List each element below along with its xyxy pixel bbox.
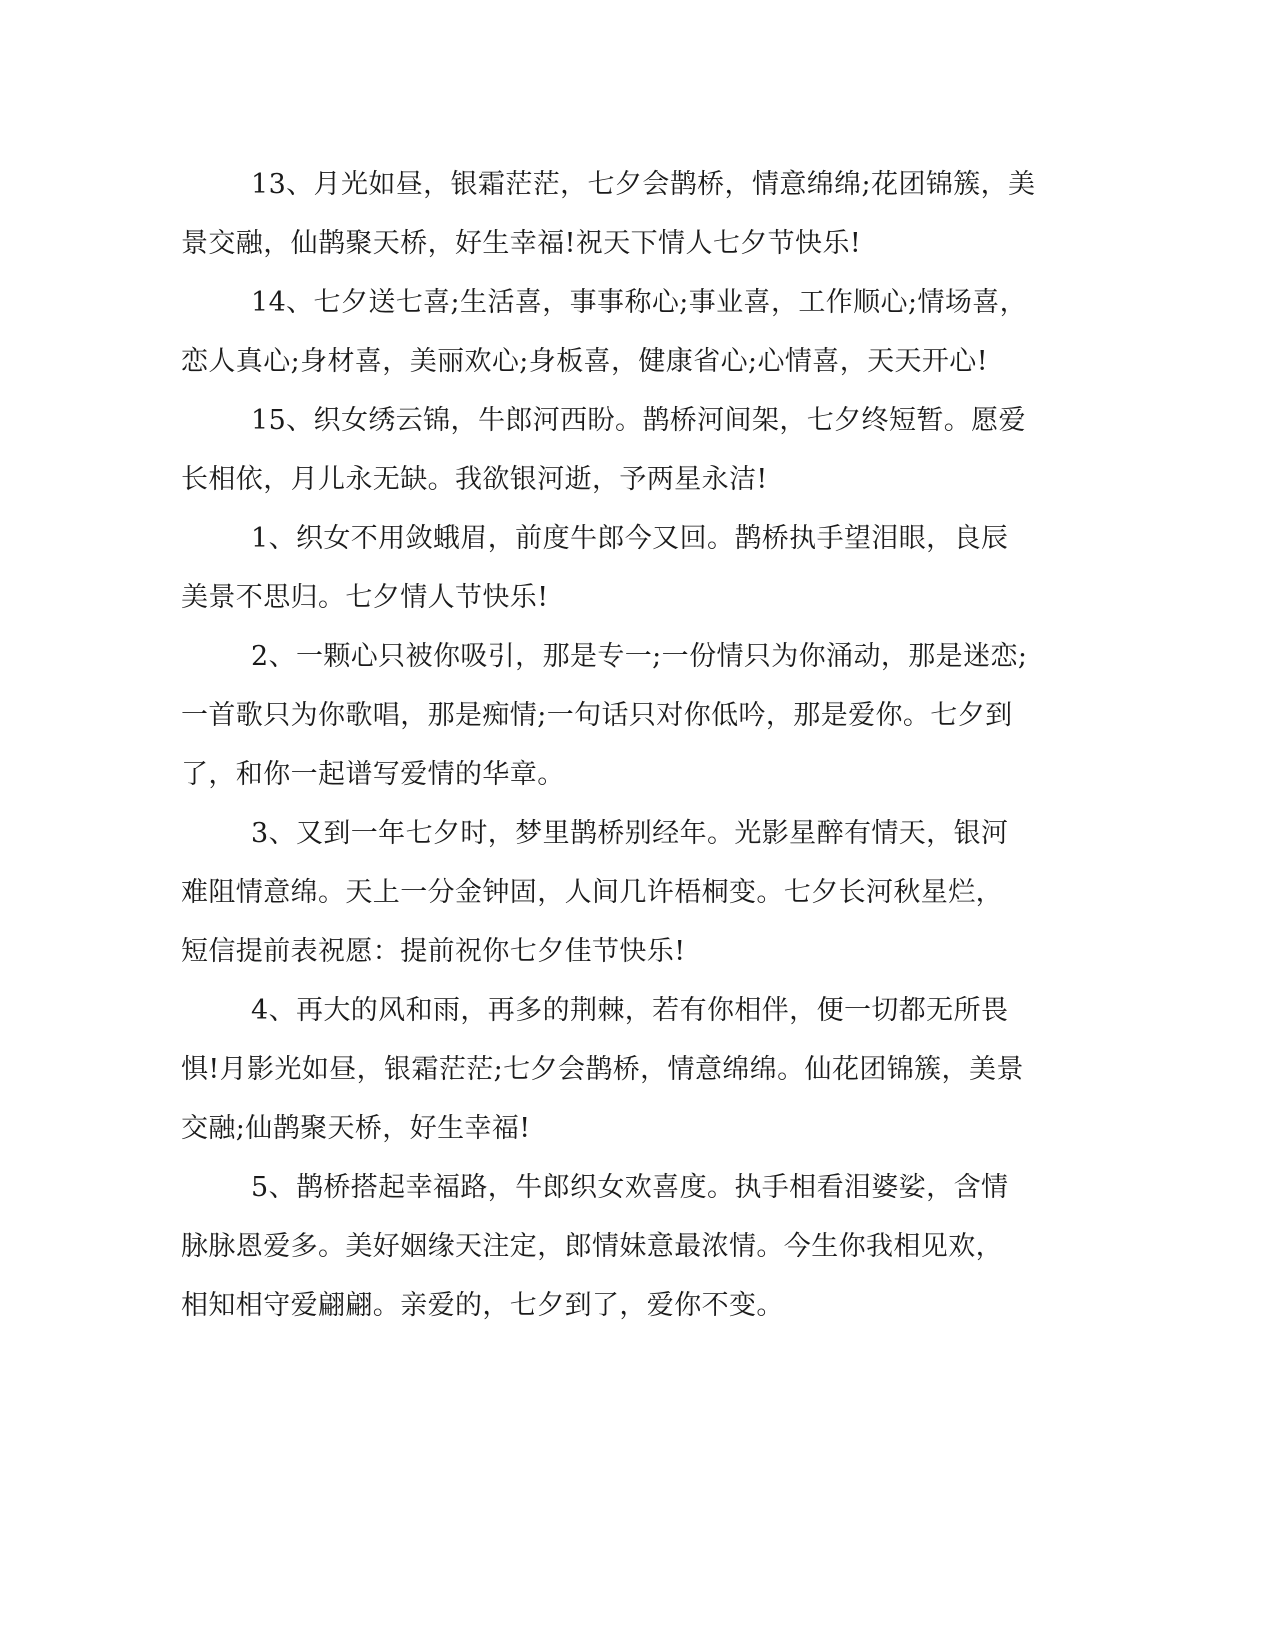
text-line: 14、七夕送七喜;生活喜，事事称心;事业喜，工作顺心;情场喜， xyxy=(251,287,1028,318)
text-line: 4、再大的风和雨，再多的荆棘，若有你相伴，便一切都无所畏 xyxy=(251,995,1009,1026)
paragraph-5 xyxy=(181,1158,1061,1335)
paragraph-2 xyxy=(181,627,1061,804)
document-body xyxy=(181,155,1061,1335)
text-line: 惧!月影光如昼，银霜茫茫;七夕会鹊桥，情意绵绵。仙花团锦簇，美景 xyxy=(181,1054,1024,1085)
text-line: 短信提前表祝愿：提前祝你七夕佳节快乐! xyxy=(181,936,686,967)
text-line: 脉脉恩爱多。美好姻缘天注定，郎情妹意最浓情。今生你我相见欢， xyxy=(181,1231,1003,1262)
text-line: 相知相守爱翩翩。亲爱的，七夕到了，爱你不变。 xyxy=(181,1290,784,1321)
text-line: 一首歌只为你歌唱，那是痴情;一句话只对你低吟，那是爱你。七夕到 xyxy=(181,700,1013,731)
text-line: 美景不思归。七夕情人节快乐! xyxy=(181,582,549,613)
text-line: 1、织女不用敛蛾眉，前度牛郎今又回。鹊桥执手望泪眼，良辰 xyxy=(251,523,1009,554)
text-line: 了，和你一起谱写爱情的华章。 xyxy=(181,759,565,790)
paragraph-14 xyxy=(181,273,1061,391)
text-line: 交融;仙鹊聚天桥，好生幸福! xyxy=(181,1113,531,1144)
paragraph-4 xyxy=(181,981,1061,1158)
text-line: 13、月光如昼，银霜茫茫，七夕会鹊桥，情意绵绵;花团锦簇，美 xyxy=(251,169,1036,200)
text-line: 3、又到一年七夕时，梦里鹊桥别经年。光影星醉有情天，银河 xyxy=(251,818,1009,849)
text-line: 难阻情意绵。天上一分金钟固，人间几许梧桐变。七夕长河秋星烂， xyxy=(181,877,1003,908)
text-line: 15、织女绣云锦，牛郎河西盼。鹊桥河间架，七夕终短暂。愿爱 xyxy=(251,405,1026,436)
text-line: 恋人真心;身材喜，美丽欢心;身板喜，健康省心;心情喜，天天开心! xyxy=(181,346,988,377)
paragraph-15 xyxy=(181,391,1061,509)
paragraph-13 xyxy=(181,155,1061,273)
text-line: 长相依，月儿永无缺。我欲银河逝，予两星永洁! xyxy=(181,464,768,495)
text-line: 2、一颗心只被你吸引，那是专一;一份情只为你涌动，那是迷恋; xyxy=(251,641,1028,672)
text-line: 景交融，仙鹊聚天桥，好生幸福!祝天下情人七夕节快乐! xyxy=(181,228,862,259)
text-line: 5、鹊桥搭起幸福路，牛郎织女欢喜度。执手相看泪婆娑，含情 xyxy=(251,1172,1009,1203)
paragraph-1 xyxy=(181,509,1061,627)
paragraph-3 xyxy=(181,804,1061,981)
